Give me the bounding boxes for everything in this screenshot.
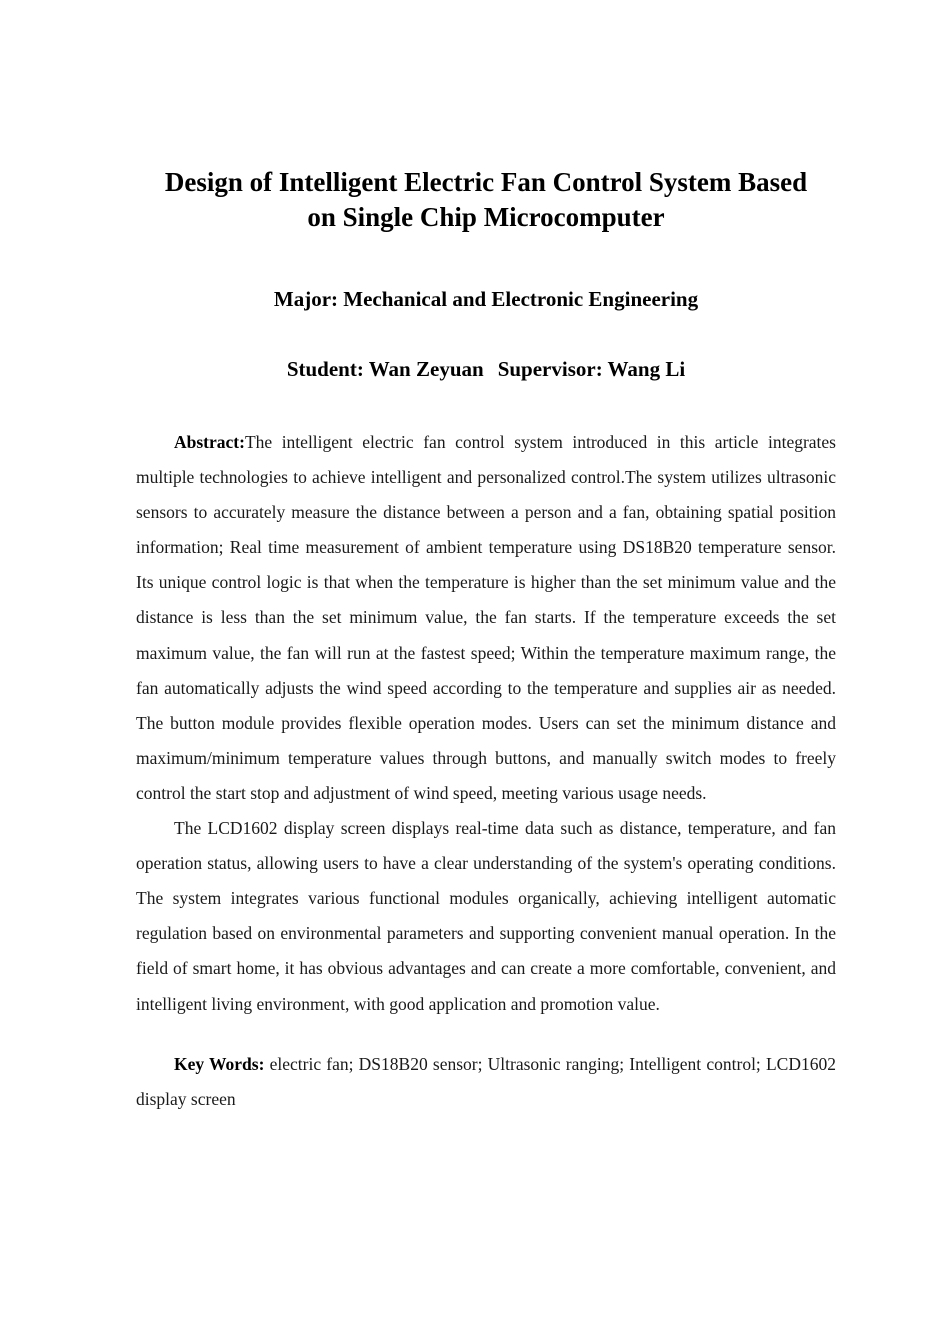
keywords-label: Key Words: — [174, 1053, 265, 1074]
title-line-2: on Single Chip Microcomputer — [307, 202, 665, 232]
title-line-1: Design of Intelligent Electric Fan Control System Based — [164, 167, 808, 197]
student-name: Student: Wan Zeyuan — [286, 357, 484, 381]
abstract-paragraph-2: The LCD1602 display screen displays real-time data such as distance, temperature, and fan operation status, allowing users to have a clear understanding of the system's operating conditions. The system integrates various functional modules organically, achieving intelligent automatic regulation based on environmental parameters and supporting convenient manual operation. In the field of smart home, it has obvious advantages and can create a more comfortable, convenient, and intelligent living environment, with good application and promotion value. — [136, 818, 836, 1014]
major-line: Major: Mechanical and Electronic Engineering — [273, 287, 699, 311]
student-supervisor-line — [136, 355, 836, 383]
keywords-text: electric fan; DS18B20 sensor; Ultrasonic ranging; Intelligent control; LCD1602 display screen — [136, 1053, 836, 1109]
abstract-section — [136, 425, 836, 1022]
supervisor-name: Supervisor: Wang Li — [497, 357, 686, 381]
abstract-text-1: The intelligent electric fan control system introduced in this article integrates multiple technologies to achieve intelligent and personalized control.The system utilizes ultrasonic sensors to accurately measure the distance between a person and a fan, obtaining spatial position information; Real time measurement of ambient temperature using DS18B20 temperature sensor. Its unique control logic is that when the temperature is higher than the set minimum value and the distance is less than the set minimum value, the fan starts. If the temperature exceeds the set maximum value, the fan will run at the fastest speed; Within the temperature maximum range, the fan automatically adjusts the wind speed according to the temperature and supplies air as needed. The button module provides flexible operation modes. Users can set the minimum distance and maximum/minimum temperature values through buttons, and manually switch modes to freely control the start stop and adjustment of wind speed, meeting various usage needs. — [136, 432, 836, 803]
keywords-section — [136, 1047, 836, 1117]
paper-title — [136, 165, 836, 235]
document-page — [136, 165, 836, 1117]
keywords-paragraph — [136, 1047, 836, 1117]
abstract-label: Abstract: — [174, 432, 245, 452]
abstract-paragraph-1 — [136, 425, 836, 811]
